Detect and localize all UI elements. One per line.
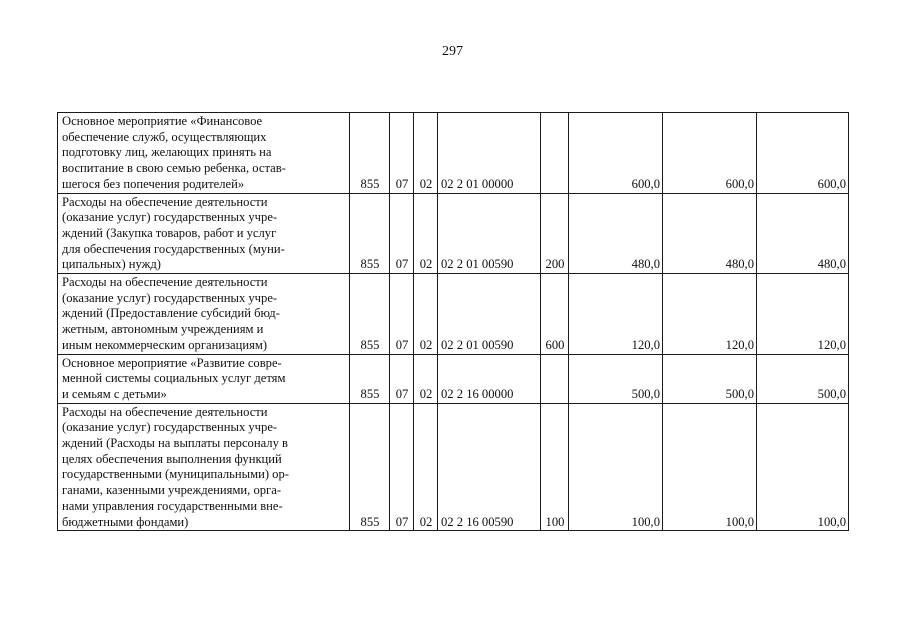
description-line: (оказание услуг) государственных учре- bbox=[62, 210, 278, 225]
description-cell bbox=[58, 403, 350, 531]
description-cell bbox=[58, 193, 350, 274]
amount-year1-cell: 100,0 bbox=[569, 403, 663, 531]
subsection-code-cell: 02 bbox=[414, 354, 438, 403]
expense-type-cell: 100 bbox=[541, 403, 569, 531]
amount-year2-cell: 500,0 bbox=[663, 354, 757, 403]
expense-type-cell bbox=[541, 113, 569, 194]
description-cell bbox=[58, 113, 350, 194]
amount-year2-cell: 120,0 bbox=[663, 274, 757, 355]
target-article-cell: 02 2 16 00000 bbox=[438, 354, 541, 403]
description-line: и семьям с детьми» bbox=[62, 386, 167, 401]
amount-year2-cell: 100,0 bbox=[663, 403, 757, 531]
expense-type-cell: 600 bbox=[541, 274, 569, 355]
section-code-cell: 07 bbox=[390, 403, 414, 531]
description-line: (оказание услуг) государственных учре- bbox=[62, 290, 278, 305]
subsection-code-cell: 02 bbox=[414, 274, 438, 355]
subsection-code-cell: 02 bbox=[414, 403, 438, 531]
description-line: Расходы на обеспечение деятельности bbox=[62, 275, 268, 290]
admin-code-cell: 855 bbox=[350, 354, 390, 403]
description-line: Расходы на обеспечение деятельности bbox=[62, 194, 268, 209]
description-line: Расходы на обеспечение деятельности bbox=[62, 404, 268, 419]
table-body bbox=[58, 113, 849, 531]
amount-year3-cell: 600,0 bbox=[757, 113, 849, 194]
description-cell bbox=[58, 354, 350, 403]
description-line: иным некоммерческим организациям) bbox=[62, 337, 268, 352]
description-line: ганами, казенными учреждениями, орга- bbox=[62, 483, 282, 498]
table-row bbox=[58, 113, 849, 194]
section-code-cell: 07 bbox=[390, 274, 414, 355]
amount-year3-cell: 500,0 bbox=[757, 354, 849, 403]
description-line: государственными (муниципальными) ор- bbox=[62, 467, 289, 482]
description-cell bbox=[58, 274, 350, 355]
amount-year1-cell: 500,0 bbox=[569, 354, 663, 403]
amount-year1-cell: 480,0 bbox=[569, 193, 663, 274]
description-line: шегося без попечения родителей» bbox=[62, 176, 245, 191]
description-line: менной системы социальных услуг детям bbox=[62, 371, 286, 386]
admin-code-cell: 855 bbox=[350, 113, 390, 194]
description-line: ждений (Закупка товаров, работ и услуг bbox=[62, 225, 277, 240]
admin-code-cell: 855 bbox=[350, 403, 390, 531]
description-line: ждений (Предоставление субсидий бюд- bbox=[62, 306, 280, 321]
admin-code-cell: 855 bbox=[350, 274, 390, 355]
table-row bbox=[58, 274, 849, 355]
description-line: ципальных) нужд) bbox=[62, 257, 161, 272]
description-line: бюджетными фондами) bbox=[62, 514, 189, 529]
subsection-code-cell: 02 bbox=[414, 113, 438, 194]
description-line: воспитание в свою семью ребенка, остав- bbox=[62, 161, 286, 176]
section-code-cell: 07 bbox=[390, 113, 414, 194]
expense-type-cell: 200 bbox=[541, 193, 569, 274]
table-row bbox=[58, 354, 849, 403]
expense-type-cell bbox=[541, 354, 569, 403]
amount-year3-cell: 100,0 bbox=[757, 403, 849, 531]
description-line: для обеспечения государственных (муни- bbox=[62, 241, 285, 256]
subsection-code-cell: 02 bbox=[414, 193, 438, 274]
section-code-cell: 07 bbox=[390, 193, 414, 274]
target-article-cell: 02 2 01 00000 bbox=[438, 113, 541, 194]
table-row bbox=[58, 193, 849, 274]
target-article-cell: 02 2 16 00590 bbox=[438, 403, 541, 531]
description-line: жетным, автономным учреждениям и bbox=[62, 322, 264, 337]
description-line: целях обеспечения выполнения функций bbox=[62, 451, 282, 466]
budget-table bbox=[57, 112, 849, 531]
description-line: подготовку лиц, желающих принять на bbox=[62, 145, 272, 160]
admin-code-cell: 855 bbox=[350, 193, 390, 274]
description-line: Основное мероприятие «Финансовое bbox=[62, 114, 263, 128]
description-line: ждений (Расходы на выплаты персоналу в bbox=[62, 436, 288, 451]
description-line: обеспечение служб, осуществляющих bbox=[62, 129, 267, 144]
description-line: нами управления государственными вне- bbox=[62, 498, 283, 513]
section-code-cell: 07 bbox=[390, 354, 414, 403]
target-article-cell: 02 2 01 00590 bbox=[438, 274, 541, 355]
amount-year2-cell: 600,0 bbox=[663, 113, 757, 194]
page-number: 297 bbox=[442, 44, 463, 59]
description-line: (оказание услуг) государственных учре- bbox=[62, 420, 278, 435]
amount-year1-cell: 120,0 bbox=[569, 274, 663, 355]
description-line: Основное мероприятие «Развитие совре- bbox=[62, 355, 282, 370]
amount-year3-cell: 120,0 bbox=[757, 274, 849, 355]
amount-year3-cell: 480,0 bbox=[757, 193, 849, 274]
amount-year1-cell: 600,0 bbox=[569, 113, 663, 194]
target-article-cell: 02 2 01 00590 bbox=[438, 193, 541, 274]
amount-year2-cell: 480,0 bbox=[663, 193, 757, 274]
table-row bbox=[58, 403, 849, 531]
